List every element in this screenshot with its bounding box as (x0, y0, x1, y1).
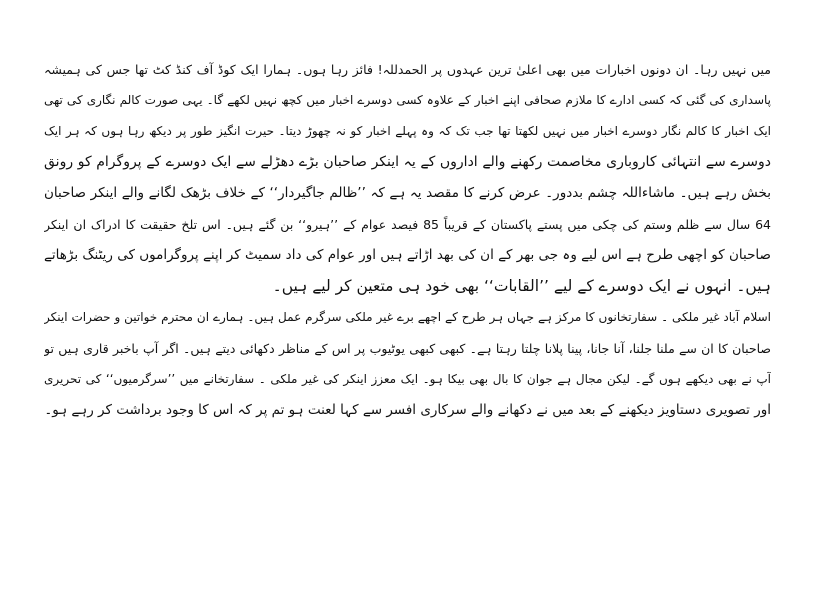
text-line: ایک اخبار کا کالم نگار دوسرے اخبار میں نہیں لکھتا تھا جب تک کہ وہ پہلے اخبار کو نہ چھوڑ دیتا۔ حیرت انگیز طور پر دیکھ رہا ہوں کہ ہر ایک (44, 124, 771, 138)
text-line: اسلام آباد غیر ملکی ۔ سفارتخانوں کا مرکز ہے جہاں ہر طرح کے اچھے برے غیر ملکی سرگرم عمل ہیں۔ ہمارے ان محترم خواتین و حضرات اینکر (44, 310, 771, 324)
text-line: دوسرے سے انتہائی کاروباری مخاصمت رکھنے والے اداروں کے یہ اینکر صاحبان بڑے دھڑلے سے ایک دوسرے کے پروگرام کو رونق (44, 154, 771, 170)
paragraph-end-line: ہیں۔ انہوں نے ایک دوسرے کے لیے ’’القابات‘‘ بھی خود ہی متعین کر لیے ہیں۔ (272, 277, 771, 295)
text-line: آپ نے بھی دیکھے ہوں گے۔ لیکن مجال ہے جوان کا بال بھی بیکا ہو۔ ایک معزز اینکر کی غیر ملکی ۔ سفارتخانے میں ’’سرگرمیوں‘‘ کی تحریری (44, 372, 771, 386)
text-line: میں نہیں رہا۔ ان دونوں اخبارات میں بھی اعلیٰ ترین عہدوں پر الحمدللہ! فائز رہا ہوں۔ ہمارا ایک کوڈ آف کنڈ کٹ تھا جس کی ہمیشہ (44, 62, 771, 77)
text-line: صاحبان کا ان سے ملنا جلنا، آنا جانا، پینا پلانا چلتا رہتا ہے۔ کبھی کبھی یوٹیوب پر اس کے مناظر دکھائی دیتے ہیں۔ اگر آپ باخبر قاری ہیں تو (44, 341, 771, 356)
text-line: بخش رہے ہیں۔ ماشاءاللہ چشم بددور۔ عرض کرنے کا مقصد یہ ہے کہ ’’ظالم جاگیردار‘‘ کے خلاف بڑھک لگانے والے اینکر صاحبان (44, 185, 771, 201)
paragraph-end-line: اور تصویری دستاویز دیکھنے کے بعد میں نے دکھانے والے سرکاری افسر سے کہا لعنت ہو تم پر کہ اس کا وجود برداشت کر رہے ہو۔ (44, 402, 771, 418)
text-line: 64 سال سے ظلم وستم کی چکی میں پستے پاکستان کے قریباً 85 فیصد عوام کے ’’ہیرو‘‘ بن گئے ہیں۔ اس تلخ حقیقت کا ادراک ان اینکر (44, 217, 771, 232)
column-text (44, 54, 771, 426)
text-line: پاسداری کی گئی کہ کسی ادارے کا ملازم صحافی اپنے اخبار کے علاوہ کسی دوسرے اخبار میں کچھ نہیں لکھے گا۔ یہی صورت کالم نگاری کی تھی (44, 93, 771, 107)
text-line: صاحبان کو اچھی طرح ہے اس لیے وہ جی بھر کے ان کی بھد اڑاتے ہیں اور عوام کی داد سمیٹ کر اپنے پروگراموں کی ریٹنگ بڑھاتے (44, 247, 771, 263)
